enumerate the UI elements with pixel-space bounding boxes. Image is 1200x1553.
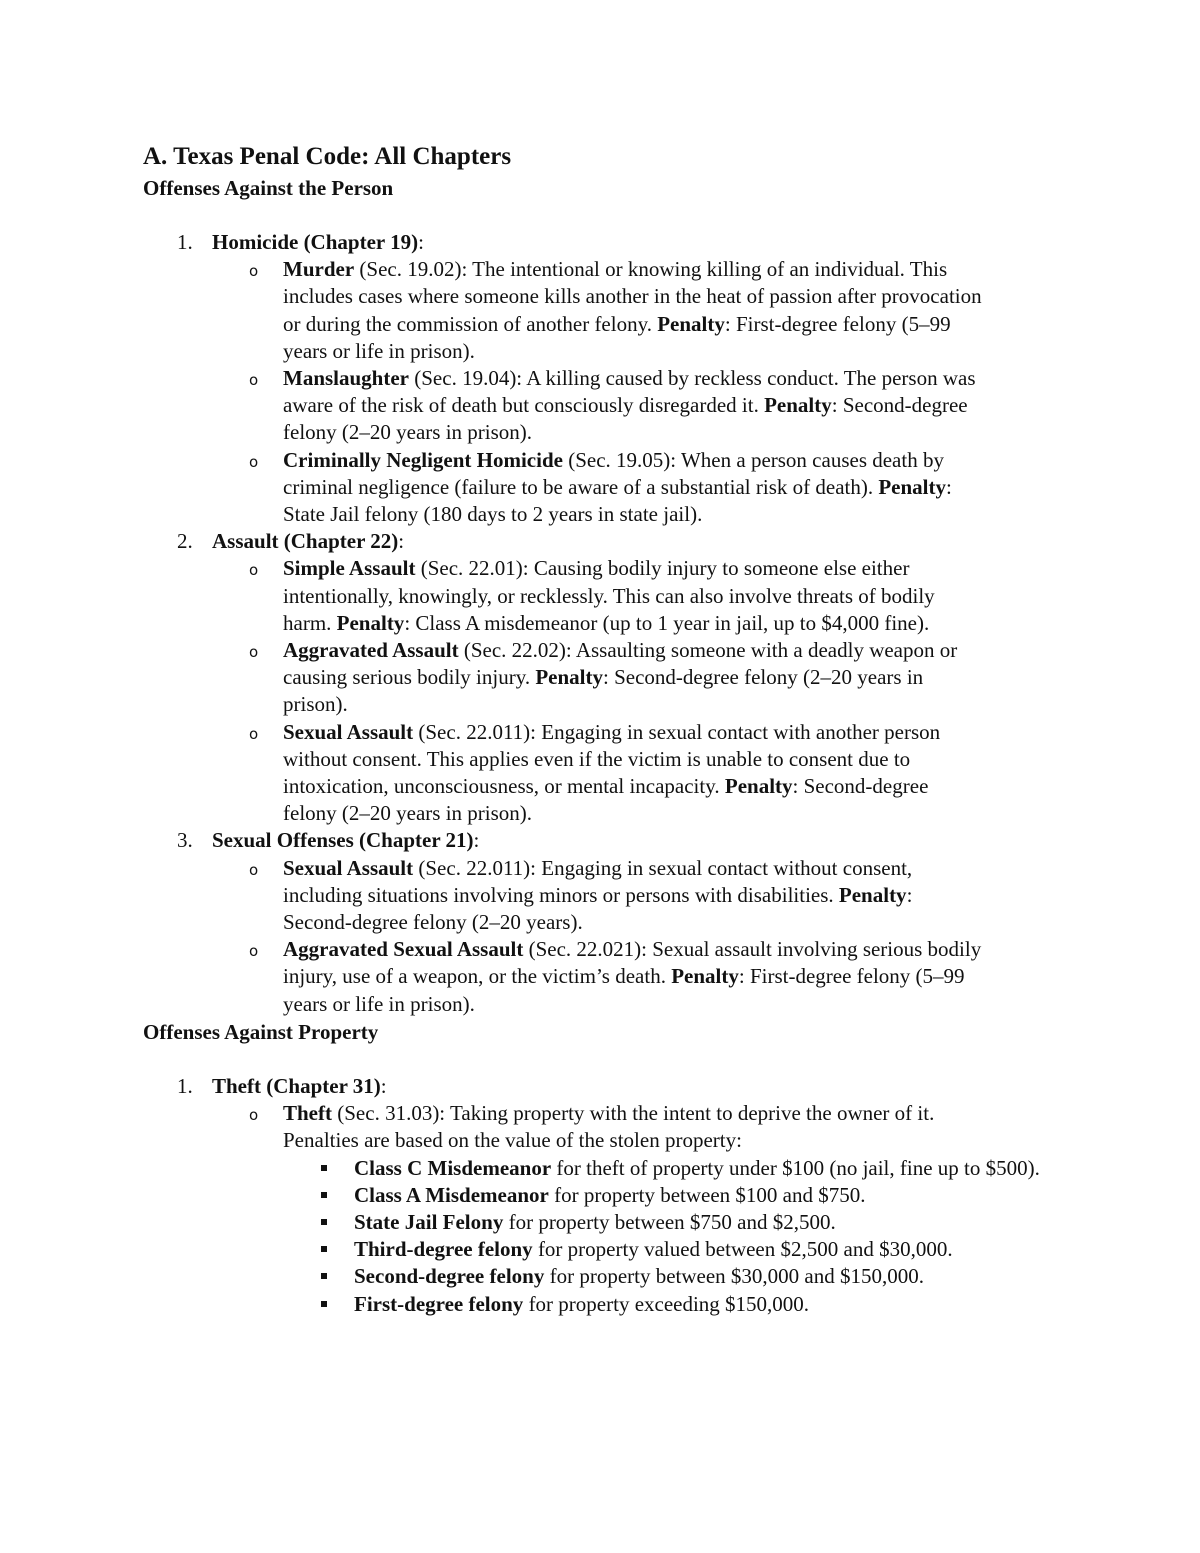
offense-name: Sexual Assault bbox=[283, 719, 414, 744]
offense-name: Aggravated Assault bbox=[283, 638, 459, 663]
offense-list bbox=[212, 256, 1083, 528]
tier-name: First-degree felony bbox=[354, 1291, 524, 1316]
penalty-text: : Second-degree felony (2–20 years). bbox=[283, 882, 913, 935]
circle-bullet-icon: o bbox=[249, 643, 259, 662]
penalty-text: : First-degree felony (5–99 years or life in prison). bbox=[283, 964, 965, 1016]
chapter-title: Sexual Offenses (Chapter 21) bbox=[212, 828, 474, 853]
chapter-number: 1. bbox=[177, 1073, 193, 1098]
circle-bullet-icon: o bbox=[249, 371, 259, 390]
penalty-label: Penalty bbox=[838, 882, 907, 907]
offense-name: Aggravated Sexual Assault bbox=[283, 937, 524, 962]
circle-bullet-icon: o bbox=[249, 860, 259, 879]
offense-name: Manslaughter bbox=[283, 366, 409, 391]
chapter-number: 3. bbox=[177, 828, 193, 853]
tier-text: for property valued between $2,500 and $30,000. bbox=[532, 1237, 953, 1262]
penalty-tier-list bbox=[283, 1155, 1040, 1318]
offense-name: Murder bbox=[283, 257, 355, 282]
offense-description: (Sec. 22.011): Engaging in sexual contact without consent, including situations involving minors or persons with disabilities. bbox=[283, 855, 913, 907]
chapter-homicide bbox=[143, 229, 1083, 528]
section-heading-person: Offenses Against the Person bbox=[143, 176, 394, 200]
square-bullet-icon bbox=[321, 1192, 327, 1198]
chapter-suffix: : bbox=[418, 230, 424, 254]
tier-text: for property exceeding $150,000. bbox=[523, 1291, 810, 1316]
penalty-label: Penalty bbox=[724, 774, 793, 799]
penalty-label: Penalty bbox=[657, 311, 725, 336]
tier-class-a-misdemeanor bbox=[283, 1182, 1059, 1209]
chapter-sexual-offenses bbox=[143, 827, 1083, 1017]
offense-criminally-negligent-homicide bbox=[212, 447, 983, 529]
tier-name: Third-degree felony bbox=[354, 1237, 533, 1262]
tier-name: Class A Misdemeanor bbox=[354, 1182, 549, 1207]
tier-name: Class C Misdemeanor bbox=[354, 1155, 552, 1180]
chapter-title: Homicide (Chapter 19) bbox=[212, 230, 419, 254]
offense-description: (Sec. 22.021): Sexual assault involving serious bodily injury, use of a weapon, or the victim’s death. bbox=[283, 937, 982, 989]
offense-simple-assault bbox=[212, 555, 983, 637]
offense-sexual-assault-ch21 bbox=[212, 855, 983, 937]
circle-bullet-icon: o bbox=[249, 452, 259, 471]
penalty-text: : Second-degree felony (2–20 years in prison). bbox=[283, 774, 929, 826]
tier-state-jail-felony bbox=[283, 1209, 1059, 1236]
chapter-list-person bbox=[143, 229, 1083, 1018]
tier-name: Second-degree felony bbox=[354, 1264, 545, 1289]
offense-aggravated-assault bbox=[212, 637, 983, 719]
offense-list bbox=[212, 855, 1083, 1018]
penalty-text: : Second-degree felony (2–20 years in prison). bbox=[283, 665, 924, 717]
chapter-number: 2. bbox=[177, 529, 193, 554]
penalty-label: Penalty bbox=[878, 474, 946, 499]
penalty-label: Penalty bbox=[336, 610, 405, 635]
tier-name: State Jail Felony bbox=[354, 1209, 504, 1234]
tier-first-degree-felony bbox=[283, 1291, 1059, 1318]
penalty-label: Penalty bbox=[764, 393, 832, 418]
offense-aggravated-sexual-assault bbox=[212, 936, 983, 1018]
chapter-title: Theft (Chapter 31) bbox=[212, 1073, 381, 1098]
document-title: A. Texas Penal Code: All Chapters bbox=[143, 143, 512, 170]
offense-description: (Sec. 22.01): Causing bodily injury to someone else either intentionally, knowingly, or recklessly. This can also involve threats of bodily harm. bbox=[283, 556, 935, 635]
circle-bullet-icon: o bbox=[249, 942, 259, 961]
penalty-label: Penalty bbox=[671, 964, 739, 989]
penalty-text: : Class A misdemeanor (up to 1 year in jail, up to $4,000 fine). bbox=[404, 610, 930, 635]
chapter-suffix: : bbox=[473, 828, 480, 853]
tier-third-degree-felony bbox=[283, 1236, 1059, 1263]
square-bullet-icon bbox=[321, 1301, 327, 1307]
square-bullet-icon bbox=[321, 1219, 327, 1225]
circle-bullet-icon: o bbox=[249, 724, 259, 743]
tier-class-c-misdemeanor bbox=[283, 1155, 1059, 1182]
chapter-number: 1. bbox=[177, 230, 193, 254]
tier-second-degree-felony bbox=[283, 1263, 1059, 1290]
document-page bbox=[143, 140, 1083, 1318]
offense-description: (Sec. 19.02): The intentional or knowing killing of an individual. This includes cases where someone kills another in the heat of passion after provocation or during the commission of another felony. bbox=[283, 257, 982, 336]
offense-sexual-assault bbox=[212, 719, 983, 828]
section-heading-property: Offenses Against Property bbox=[143, 1019, 379, 1044]
penalty-text: : Second-degree felony (2–20 years in prison). bbox=[283, 393, 968, 445]
chapter-suffix: : bbox=[380, 1073, 387, 1098]
tier-text: for property between $750 and $2,500. bbox=[503, 1209, 836, 1234]
tier-text: for property between $30,000 and $150,000. bbox=[544, 1264, 925, 1289]
square-bullet-icon bbox=[321, 1165, 327, 1171]
chapter-title: Assault (Chapter 22) bbox=[212, 529, 399, 554]
offense-name: Simple Assault bbox=[283, 556, 416, 581]
offense-theft bbox=[212, 1100, 1040, 1318]
chapter-theft bbox=[143, 1073, 1083, 1318]
penalty-text: : State Jail felony (180 days to 2 years in state jail). bbox=[283, 474, 952, 527]
square-bullet-icon bbox=[321, 1273, 327, 1279]
offense-description: (Sec. 19.04): A killing caused by reckless conduct. The person was aware of the risk of death but consciously disregarded it. bbox=[283, 366, 976, 418]
offense-description: (Sec. 22.02): Assaulting someone with a deadly weapon or causing serious bodily injury. bbox=[283, 638, 958, 690]
offense-list bbox=[212, 555, 1083, 827]
offense-description: (Sec. 31.03): Taking property with the intent to deprive the owner of it. Penalties are based on the value of the stolen property: bbox=[283, 1101, 935, 1153]
penalty-text: : First-degree felony (5–99 years or life in prison). bbox=[283, 311, 951, 363]
tier-text: for property between $100 and $750. bbox=[548, 1182, 866, 1207]
offense-name: Sexual Assault bbox=[283, 855, 414, 880]
tier-text: for theft of property under $100 (no jail, fine up to $500). bbox=[551, 1155, 1040, 1180]
chapter-assault bbox=[143, 528, 1083, 827]
offense-list bbox=[212, 1100, 1083, 1318]
chapter-suffix: : bbox=[398, 529, 405, 554]
offense-name: Theft bbox=[283, 1101, 332, 1126]
circle-bullet-icon: o bbox=[249, 561, 259, 580]
circle-bullet-icon: o bbox=[249, 1106, 259, 1125]
circle-bullet-icon: o bbox=[249, 262, 259, 281]
offense-description: (Sec. 22.011): Engaging in sexual contact with another person without consent. This applies even if the victim is unable to consent due to intoxication, unconsciousness, or mental incapacity. bbox=[283, 719, 941, 799]
penalty-label: Penalty bbox=[535, 665, 604, 690]
offense-murder bbox=[212, 256, 983, 365]
square-bullet-icon bbox=[321, 1246, 327, 1252]
offense-name: Criminally Negligent Homicide bbox=[283, 447, 563, 472]
offense-description: (Sec. 19.05): When a person causes death by criminal negligence (failure to be aware of a substantial risk of death). bbox=[283, 447, 944, 499]
offense-manslaughter bbox=[212, 365, 983, 447]
chapter-list-property bbox=[143, 1073, 1083, 1318]
